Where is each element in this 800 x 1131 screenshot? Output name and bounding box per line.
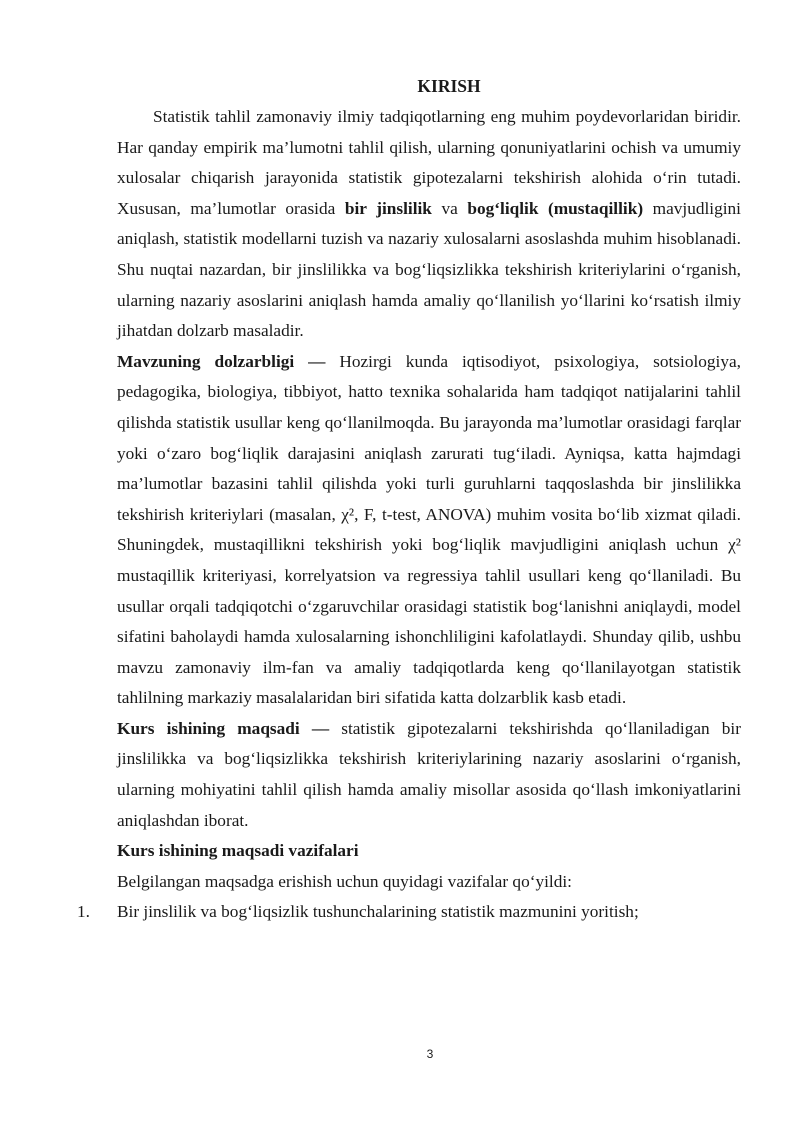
intro-bold-homogeneity: bir jinslilik — [344, 198, 432, 218]
intro-text-2: va — [431, 198, 468, 218]
page-number: 3 — [426, 1047, 434, 1061]
tasks-heading-paragraph — [117, 836, 741, 867]
relevance-heading: Mavzuning dolzarbligi — — [117, 351, 326, 371]
intro-text-3: mavjudligini aniqlash, statistik modellarni tuzish va nazariy xulosalarni asoslashda muhim hisoblanadi. Shu nuqtai nazardan, bir jinslilikka va bog‘liqsizlikka tekshirish kriteriylarini o‘rganish, ularning nazariy asoslarini aniqlash hamda amaliy qo‘llanilish yo‘llarini ko‘rsatish ilmiy jihatdan dolzarb masaladir. — [117, 198, 741, 341]
goal-heading: Kurs ishining maqsadi — — [117, 718, 330, 738]
list-item — [77, 897, 741, 928]
document-page — [77, 70, 741, 928]
list-item-text: Bir jinslilik va bog‘liqsizlik tushunchalarining statistik mazmunini yoritish; — [117, 902, 639, 922]
goal-paragraph — [117, 714, 741, 836]
relevance-paragraph — [117, 347, 741, 714]
relevance-text: Hozirgi kunda iqtisodiyot, psixologiya, sotsiologiya, pedagogika, biologiya, tibbiyot, hatto texnika sohalarida ham tadqiqot natijalarini tahlil qilishda statistik usullar keng qo‘llanilmoqda. Bu jarayonda ma’lumotlar orasidagi farqlar yoki o‘zaro bog‘liqlik darajasini aniqlash zarurati tug‘iladi. Ayniqsa, katta hajmdagi ma’lumotlar bazasini tahlil qilishda yoki turli guruhlarni taqqoslashda bir jinslilikka tekshirish kriteriylari (masalan, χ², F, t-test, ANOVA) muhim vosita bo‘lib xizmat qiladi. Shuningdek, mustaqillikni tekshirish yoki bog‘liqlik mavjudligini aniqlash uchun χ² mustaqillik kriteriyasi, korrelyatsion va regressiya tahlil usullari keng qo‘llaniladi. Bu usullar orqali tadqiqotchi o‘zgaruvchilar orasidagi statistik bog‘lanishni aniqlaydi, model sifatini baholaydi hamda xulosalarning ishonchliligini kafolatlaydi. Shunday qilib, ushbu mavzu zamonaviy ilm-fan va amaliy tadqiqotlarda keng qo‘llanilayotgan statistik tahlilning markaziy masalalaridan biri sifatida katta dolzarblik kasb etadi. — [117, 351, 741, 708]
intro-bold-dependence: bog‘liqlik (mustaqillik) — [467, 198, 644, 218]
tasks-heading: Kurs ishining maqsadi vazifalari — [117, 841, 359, 861]
intro-paragraph — [117, 102, 741, 347]
tasks-intro: Belgilangan maqsadga erishish uchun quyidagi vazifalar qo‘yildi: — [117, 871, 572, 891]
goal-text: statistik gipotezalarni tekshirishda qo‘llaniladigan bir jinslilikka va bog‘liqsizlikka tekshirish kriteriylarining nazariy asoslarini o‘rganish, ularning mohiyatini tahlil qilish hamda amaliy misollar asosida qo‘llash imkoniyatlarini aniqlashdan iborat. — [117, 718, 741, 830]
intro-text-1: Statistik tahlil zamonaviy ilmiy tadqiqotlarning eng muhim poydevorlaridan biridir. Har qanday empirik ma’lumotni tahlil qilish, ularning qonuniyatlarini ochish va umumiy xulosalar chiqarish jarayonida statistik gipotezalarni tekshirish alohida o‘rin tutadi. Xususan, ma’lumotlar orasida — [117, 107, 741, 218]
section-title: KIRISH — [417, 76, 481, 96]
list-item-number: 1. — [77, 902, 90, 922]
